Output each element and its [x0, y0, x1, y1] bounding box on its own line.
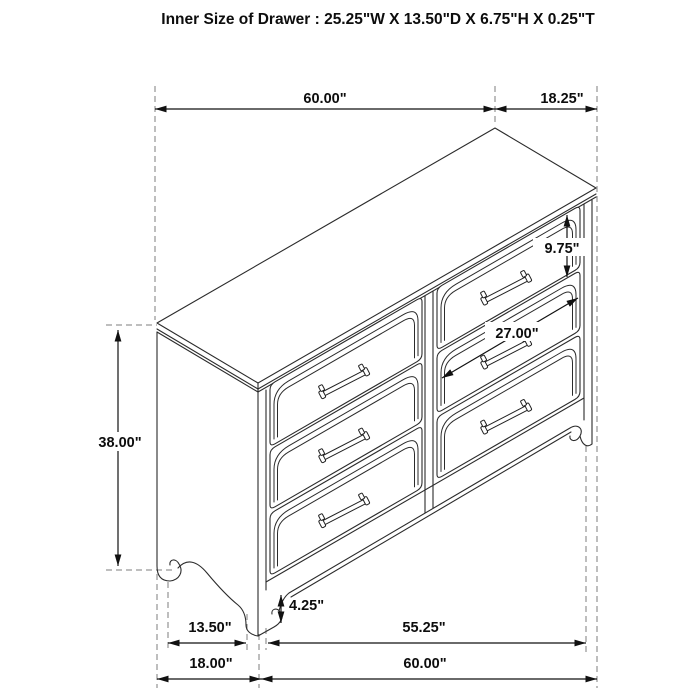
- dim-label-top-width: 60.00": [303, 91, 347, 107]
- dim-label-overall-height: 38.00": [98, 435, 142, 451]
- dim-label-top-depth: 18.25": [540, 91, 584, 107]
- dim-label-overall-depth: 18.00": [189, 656, 233, 672]
- dim-label-drawer-width: 27.00": [495, 326, 539, 342]
- dim-label-leg-height: 4.25": [289, 598, 325, 614]
- dim-label-leg-span: 55.25": [402, 620, 446, 636]
- dim-label-leg-depth: 13.50": [188, 620, 232, 636]
- page-title: Inner Size of Drawer : 25.25"W X 13.50"D X 6.75"H X 0.25"T: [161, 11, 595, 28]
- dim-label-top-drawer-height: 9.75": [544, 241, 580, 257]
- dim-label-overall-width: 60.00": [403, 656, 447, 672]
